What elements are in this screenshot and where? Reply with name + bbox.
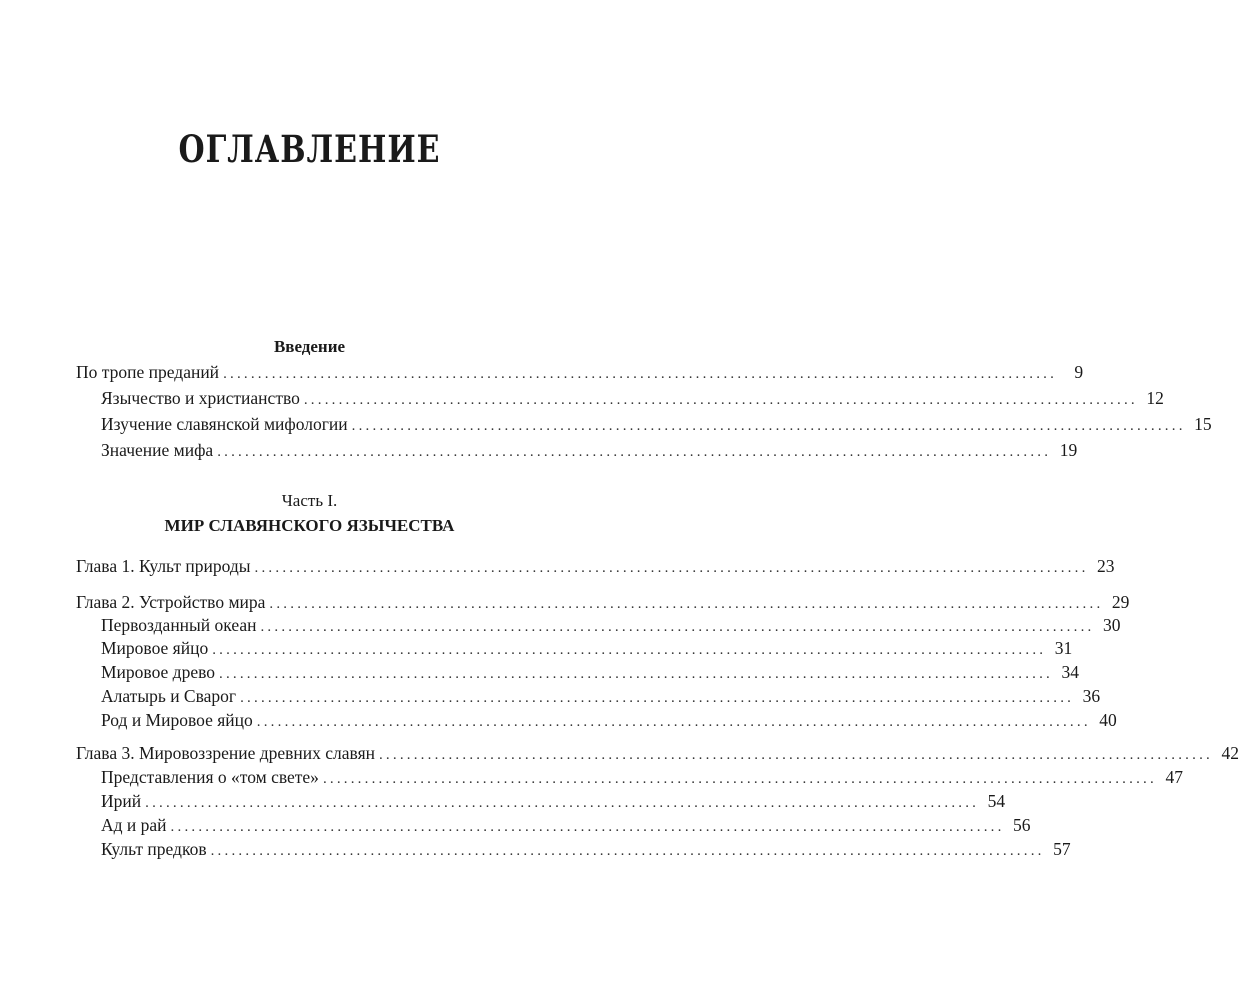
toc-entry-title: Глава 3. Мировоззрение древних славян (76, 743, 375, 763)
toc-entry (101, 660, 1079, 684)
toc-entry-page: 23 (1097, 556, 1115, 576)
toc-entry-page: 29 (1111, 592, 1130, 612)
toc-dot-leader: ........................................................................................................................ (212, 642, 1047, 658)
toc-entry (101, 837, 1071, 861)
toc-entry-title: Алатырь и Сварог (101, 686, 237, 706)
toc-dot-leader: ........................................................................................................................ (351, 418, 1186, 434)
toc-entry-page: 15 (1194, 414, 1212, 434)
toc-dot-leader: ........................................................................................................................ (210, 843, 1045, 859)
toc-dot-leader: ........................................................................................................................ (322, 771, 1157, 787)
intro-heading: Введение (273, 337, 346, 356)
toc-entry-title: Изучение славянской мифологии (101, 414, 348, 434)
toc-entry-title: Значение мифа (101, 440, 214, 460)
toc-entry-title: Язычество и христианство (101, 388, 300, 408)
toc-entry (101, 684, 1101, 708)
toc-entry-page: 42 (1221, 743, 1239, 763)
toc-dot-leader: ........................................................................................................................ (223, 366, 1058, 382)
toc-dot-leader: ........................................................................................................................ (260, 619, 1095, 635)
toc-entry (101, 813, 1031, 837)
toc-entry-page: 47 (1165, 767, 1183, 787)
toc-entry-page: 12 (1146, 388, 1164, 408)
part-label: Часть I. (281, 491, 338, 510)
toc-entry-title: Мировое древо (101, 662, 215, 682)
toc-entry (101, 412, 1212, 436)
toc-dot-leader: ........................................................................................................................ (303, 392, 1138, 408)
toc-entry (101, 438, 1078, 462)
toc-entry-title: Первозданный океан (101, 615, 257, 635)
toc-entry (101, 386, 1164, 410)
toc-dot-leader: ........................................................................................................................ (240, 690, 1075, 706)
toc-chapter (76, 590, 1130, 614)
toc-dot-leader: ........................................................................................................................ (269, 596, 1104, 612)
toc-entry-page: 34 (1061, 662, 1079, 682)
toc-entry-page: 19 (1059, 440, 1078, 460)
toc-entry-title: Ирий (101, 791, 142, 811)
toc-entry-page: 9 (1074, 362, 1084, 382)
toc-chapter (76, 554, 1115, 578)
toc-dot-leader: ........................................................................................................................ (145, 795, 980, 811)
toc-entry-title: По тропе преданий (76, 362, 220, 382)
toc-entry-page: 36 (1082, 686, 1101, 706)
toc-entry-title: Глава 1. Культ природы (76, 556, 251, 576)
toc-entry (101, 613, 1121, 637)
toc-entry-page: 30 (1102, 615, 1121, 635)
toc-entry-title: Культ предков (101, 839, 207, 859)
toc-dot-leader: ........................................................................................................................ (254, 560, 1089, 576)
toc-entry (101, 636, 1073, 660)
toc-dot-leader: ........................................................................................................................ (219, 666, 1053, 682)
toc-entry-page: 31 (1054, 638, 1073, 658)
toc-entry-page: 40 (1099, 710, 1117, 730)
toc-entry-title: Мировое яйцо (101, 638, 209, 658)
toc-entry (101, 765, 1183, 789)
part-heading: МИР СЛАВЯНСКОГО ЯЗЫЧЕСТВА (164, 516, 455, 535)
toc-entry (101, 708, 1117, 732)
toc-entry-title: Ад и рай (101, 815, 167, 835)
page-title: ОГЛАВЛЕНИЕ (178, 128, 441, 172)
toc-entry (76, 360, 1084, 384)
toc-chapter (76, 741, 1239, 765)
toc-dot-leader: ........................................................................................................................ (217, 444, 1052, 460)
toc-entry-title: Род и Мировое яйцо (101, 710, 253, 730)
toc-dot-leader: ........................................................................................................................ (170, 819, 1005, 835)
toc-entry-page: 56 (1013, 815, 1031, 835)
toc-entry-title: Представления о «том свете» (101, 767, 319, 787)
toc-dot-leader: ........................................................................................................................ (256, 714, 1091, 730)
toc-entry-title: Глава 2. Устройство мира (76, 592, 266, 612)
toc-entry-page: 57 (1053, 839, 1071, 859)
toc-entry (101, 789, 1006, 813)
toc-entry-page: 54 (987, 791, 1006, 811)
toc-dot-leader: ........................................................................................................................ (378, 747, 1213, 763)
